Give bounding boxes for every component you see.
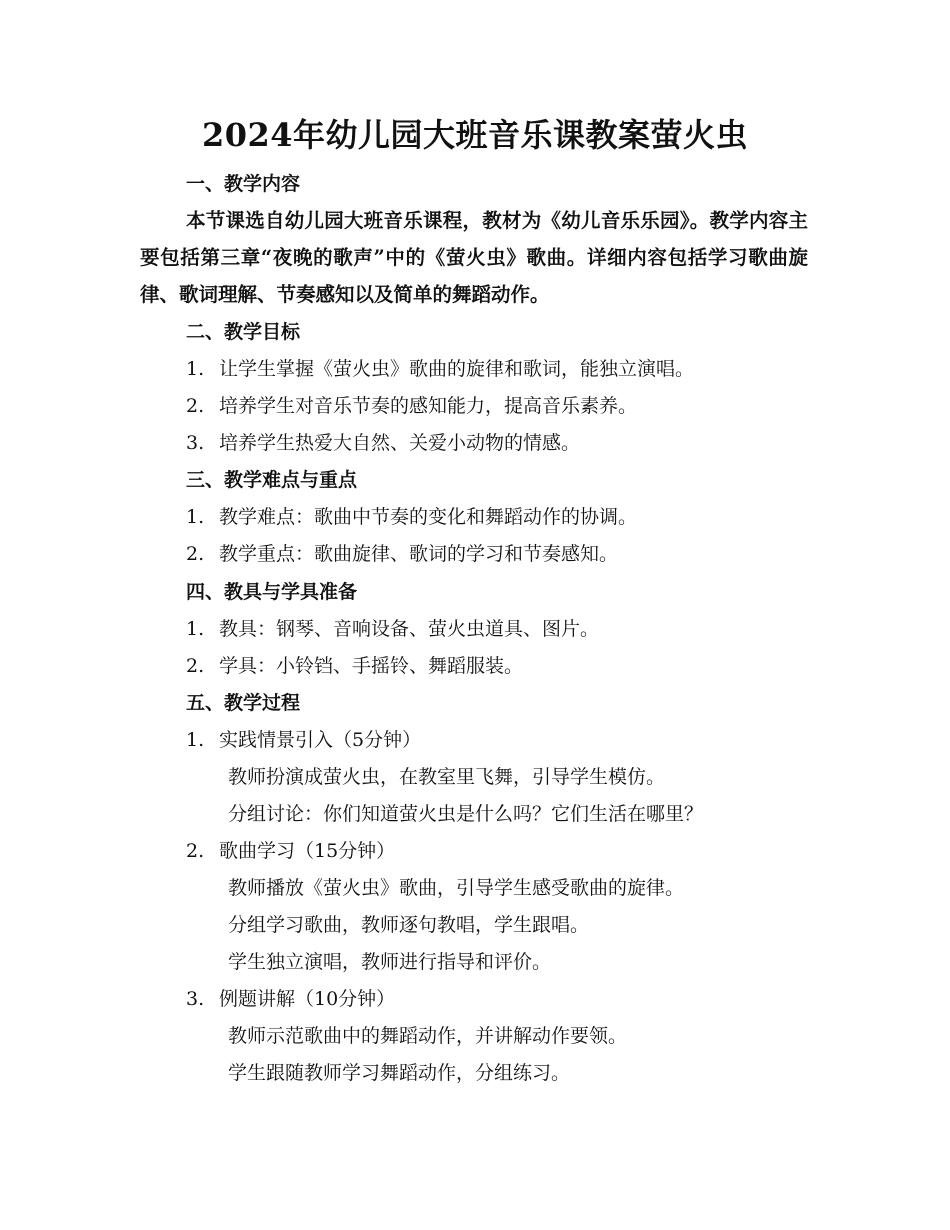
process-step-detail: 分组学习歌曲，教师逐句教唱，学生跟唱。 [228, 914, 590, 936]
list-item-text: 教学难点：歌曲中节奏的变化和舞蹈动作的协调。 [219, 506, 638, 528]
list-item-text: 教具：钢琴、音响设备、萤火虫道具、图片。 [219, 618, 600, 640]
list-item-text: 例题讲解（10分钟） [219, 988, 396, 1010]
list-item-text: 培养学生热爱大自然、关爱小动物的情感。 [219, 432, 581, 454]
section-heading-teaching-content: 一、教学内容 [186, 173, 301, 195]
process-step-detail: 分组讨论：你们知道萤火虫是什么吗？它们生活在哪里？ [228, 803, 704, 825]
list-item-number: 1. [186, 618, 205, 640]
section-heading-process: 五、教学过程 [186, 692, 301, 714]
list-item [186, 540, 618, 568]
list-item-number: 1. [186, 358, 205, 380]
process-step-detail: 教师扮演成萤火虫，在教室里飞舞，引导学生模仿。 [228, 766, 666, 788]
list-item [186, 503, 637, 531]
teaching-content-paragraph: 本节课选自幼儿园大班音乐课程，教材为《幼儿音乐乐园》。教学内容主要包括第三章“夜晚的歌声”中的《萤火虫》歌曲。详细内容包括学习歌曲旋律、歌词理解、节奏感知以及简单的舞蹈动作。 [140, 209, 808, 306]
list-item [186, 615, 599, 643]
process-step-detail: 教师示范歌曲中的舞蹈动作，并讲解动作要领。 [228, 1025, 628, 1047]
list-item-number: 3. [186, 432, 205, 454]
list-item-text: 歌曲学习（15分钟） [219, 840, 396, 862]
list-item-text: 让学生掌握《萤火虫》歌曲的旋律和歌词，能独立演唱。 [219, 358, 695, 380]
process-step-title [186, 985, 395, 1013]
list-item [186, 652, 523, 680]
list-item-text: 实践情景引入（5分钟） [219, 729, 422, 751]
section-heading-materials: 四、教具与学具准备 [186, 581, 358, 603]
list-item [186, 355, 694, 383]
list-item-number: 3. [186, 988, 205, 1010]
document-title: 2024年幼儿园大班音乐课教案萤火虫 [201, 116, 749, 154]
process-step-detail: 教师播放《萤火虫》歌曲，引导学生感受歌曲的旋律。 [228, 877, 685, 899]
list-item-number: 1. [186, 506, 205, 528]
list-item-text: 学具：小铃铛、手摇铃、舞蹈服装。 [219, 655, 524, 677]
process-step-title [186, 837, 395, 865]
list-item-text: 培养学生对音乐节奏的感知能力，提高音乐素养。 [219, 395, 638, 417]
list-item [186, 429, 580, 457]
list-item-number: 2. [186, 395, 205, 417]
list-item-number: 2. [186, 655, 205, 677]
process-step-title [186, 726, 421, 754]
section-heading-teaching-goals: 二、教学目标 [186, 321, 301, 343]
list-item [186, 392, 637, 420]
list-item-number: 2. [186, 543, 205, 565]
list-item-number: 2. [186, 840, 205, 862]
process-step-detail: 学生独立演唱，教师进行指导和评价。 [228, 951, 552, 973]
list-item-text: 教学重点：歌曲旋律、歌词的学习和节奏感知。 [219, 543, 619, 565]
process-step-detail: 学生跟随教师学习舞蹈动作，分组练习。 [228, 1062, 571, 1084]
section-heading-difficulties: 三、教学难点与重点 [186, 469, 358, 491]
list-item-number: 1. [186, 729, 205, 751]
